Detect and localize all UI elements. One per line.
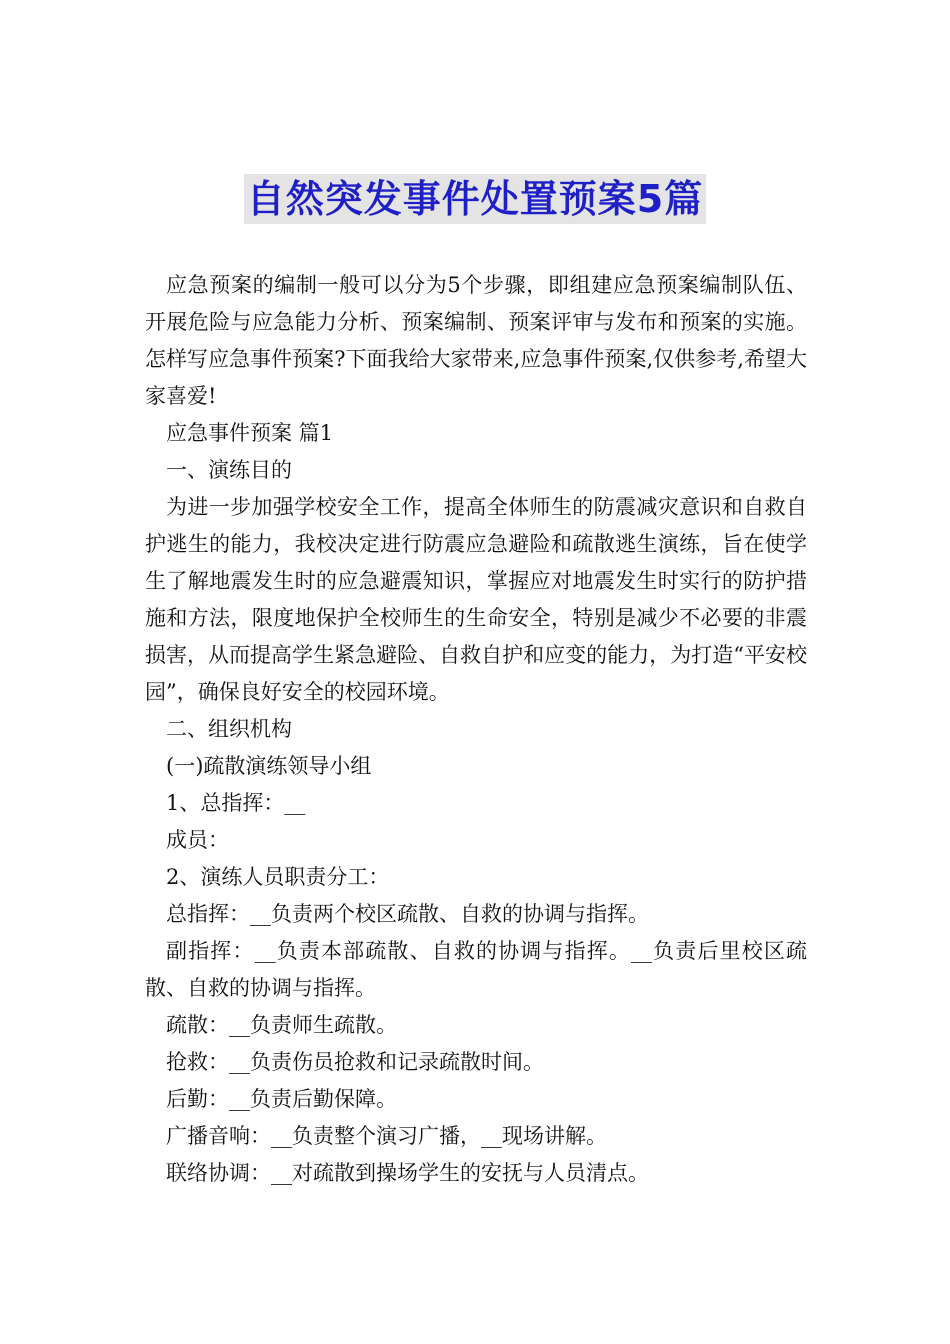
- list-item-members: 成员：: [166, 828, 229, 852]
- subheading-leadership-group: (一)疏散演练领导小组: [166, 754, 372, 778]
- list-item-commander: 1、总指挥：__: [166, 791, 306, 815]
- title-container: [0, 174, 950, 224]
- heading-drill-purpose: 一、演练目的: [166, 458, 292, 482]
- duty-rescue: 抢救：__负责伤员抢救和记录疏散时间。: [166, 1050, 544, 1074]
- duty-deputy-commander: 副指挥：__负责本部疏散、自救的协调与指挥。__负责后里校区疏散、自救的协调与指挥。: [145, 939, 807, 1000]
- document-title: 自然突发事件处置预案5篇: [244, 174, 706, 224]
- drill-purpose-paragraph: 为进一步加强学校安全工作，提高全体师生的防震减灾意识和自救自护逃生的能力，我校决定进行防震应急避险和疏散逃生演练，旨在使学生了解地震发生时的应急避震知识，掌握应对地震发生时实行的防护措施和方法，限度地保护全校师生的生命安全，特别是减少不必要的非震损害，从而提高学生紧急避险、自救自护和应变的能力，为打造“平安校园”，确保良好安全的校园环境。: [145, 495, 807, 704]
- heading-organization: 二、组织机构: [166, 717, 292, 741]
- duty-logistics: 后勤：__负责后勤保障。: [166, 1087, 397, 1111]
- document-body: [145, 267, 807, 1192]
- intro-paragraph: 应急预案的编制一般可以分为5个步骤，即组建应急预案编制队伍、开展危险与应急能力分析、预案编制、预案评审与发布和预案的实施。怎样写应急事件预案?下面我给大家带来,应急事件预案,仅供参考,希望大家喜爱!: [145, 273, 807, 408]
- list-item-duties: 2、演练人员职责分工：: [166, 865, 390, 889]
- duty-broadcast: 广播音响：__负责整个演习广播，__现场讲解。: [166, 1124, 607, 1148]
- section-heading-part1: 应急事件预案 篇1: [166, 421, 334, 445]
- duty-commander: 总指挥：__负责两个校区疏散、自救的协调与指挥。: [166, 902, 649, 926]
- duty-evacuation: 疏散：__负责师生疏散。: [166, 1013, 397, 1037]
- duty-liaison: 联络协调：__对疏散到操场学生的安抚与人员清点。: [166, 1161, 649, 1185]
